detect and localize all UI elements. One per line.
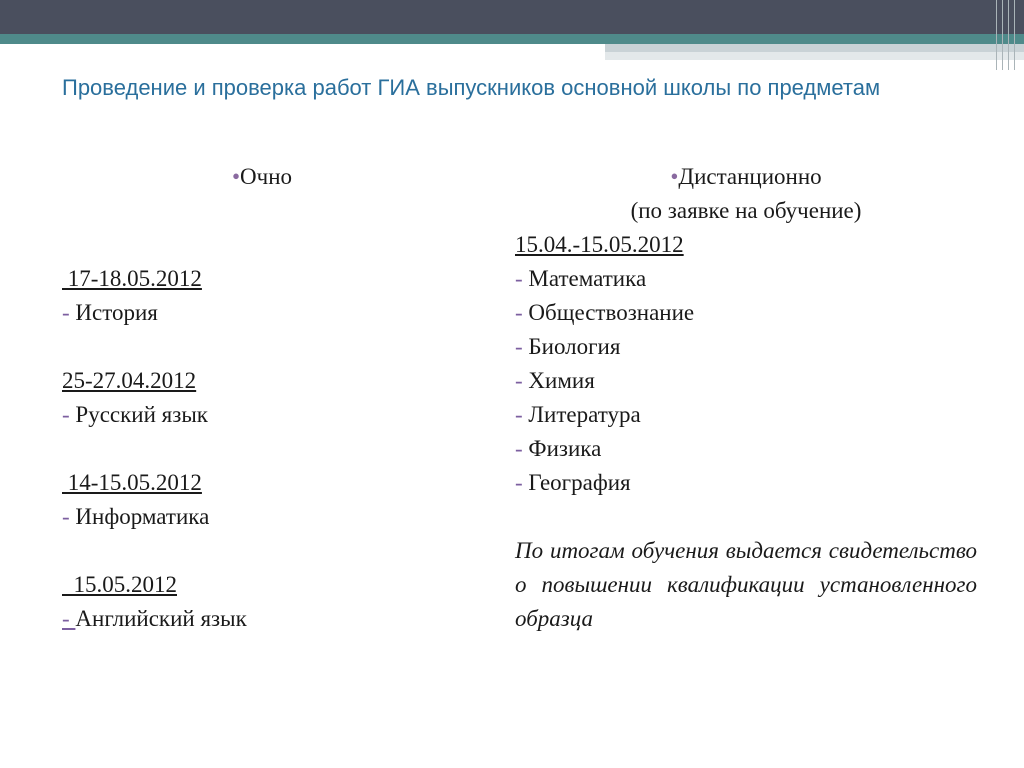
list-item: - Химия (515, 368, 595, 393)
group-date: 14-15.05.2012 (62, 470, 202, 495)
dash-icon: - (515, 436, 523, 461)
header-gray-band (605, 44, 1024, 52)
dash-icon: - (62, 606, 76, 631)
left-heading: •Очно (231, 164, 293, 189)
schedule-group (62, 262, 462, 330)
left-column (62, 160, 462, 636)
right-heading: •Дистанционно (670, 164, 822, 189)
group-date: 25-27.04.2012 (62, 368, 197, 393)
dash-icon: - (515, 402, 523, 427)
header-stripes-decoration (992, 0, 1024, 70)
group-date: 17-18.05.2012 (62, 266, 202, 291)
certificate-note: По итогам обучения выдается свидетельство о повышении квалификации установленного образца (515, 538, 977, 631)
group-subject: История (75, 300, 158, 325)
header-teal-band (0, 34, 1024, 44)
dash-icon: - (62, 300, 70, 325)
dash-icon: - (515, 300, 523, 325)
bullet-icon: • (231, 164, 241, 189)
right-column (515, 160, 977, 636)
dash-icon: - (515, 266, 523, 291)
header-dark-band (0, 0, 1024, 34)
list-item: - Математика (515, 266, 647, 291)
header-light-band (605, 52, 1024, 60)
dash-icon: - (515, 368, 523, 393)
right-subheading: (по заявке на обучение) (630, 198, 862, 223)
dash-icon: - (515, 470, 523, 495)
dash-icon: - (62, 504, 70, 529)
schedule-group (62, 466, 462, 534)
group-date: 15.05.2012 (62, 572, 177, 597)
dash-icon: - (62, 402, 70, 427)
schedule-group (62, 568, 462, 636)
list-item: - Обществознание (515, 300, 695, 325)
schedule-group (62, 364, 462, 432)
list-item: - Физика (515, 436, 602, 461)
list-item: - Литература (515, 402, 641, 427)
subject-list (515, 262, 977, 500)
bullet-icon: • (670, 164, 679, 189)
list-item: - Биология (515, 334, 621, 359)
dash-icon: - (515, 334, 523, 359)
group-subject: Русский язык (75, 402, 208, 427)
slide-title: Проведение и проверка работ ГИА выпускников основной школы по предметам (62, 75, 881, 100)
group-subject: Английский язык (75, 606, 247, 631)
group-subject: Информатика (75, 504, 210, 529)
list-item: - География (515, 470, 631, 495)
right-date: 15.04.-15.05.2012 (515, 232, 684, 257)
